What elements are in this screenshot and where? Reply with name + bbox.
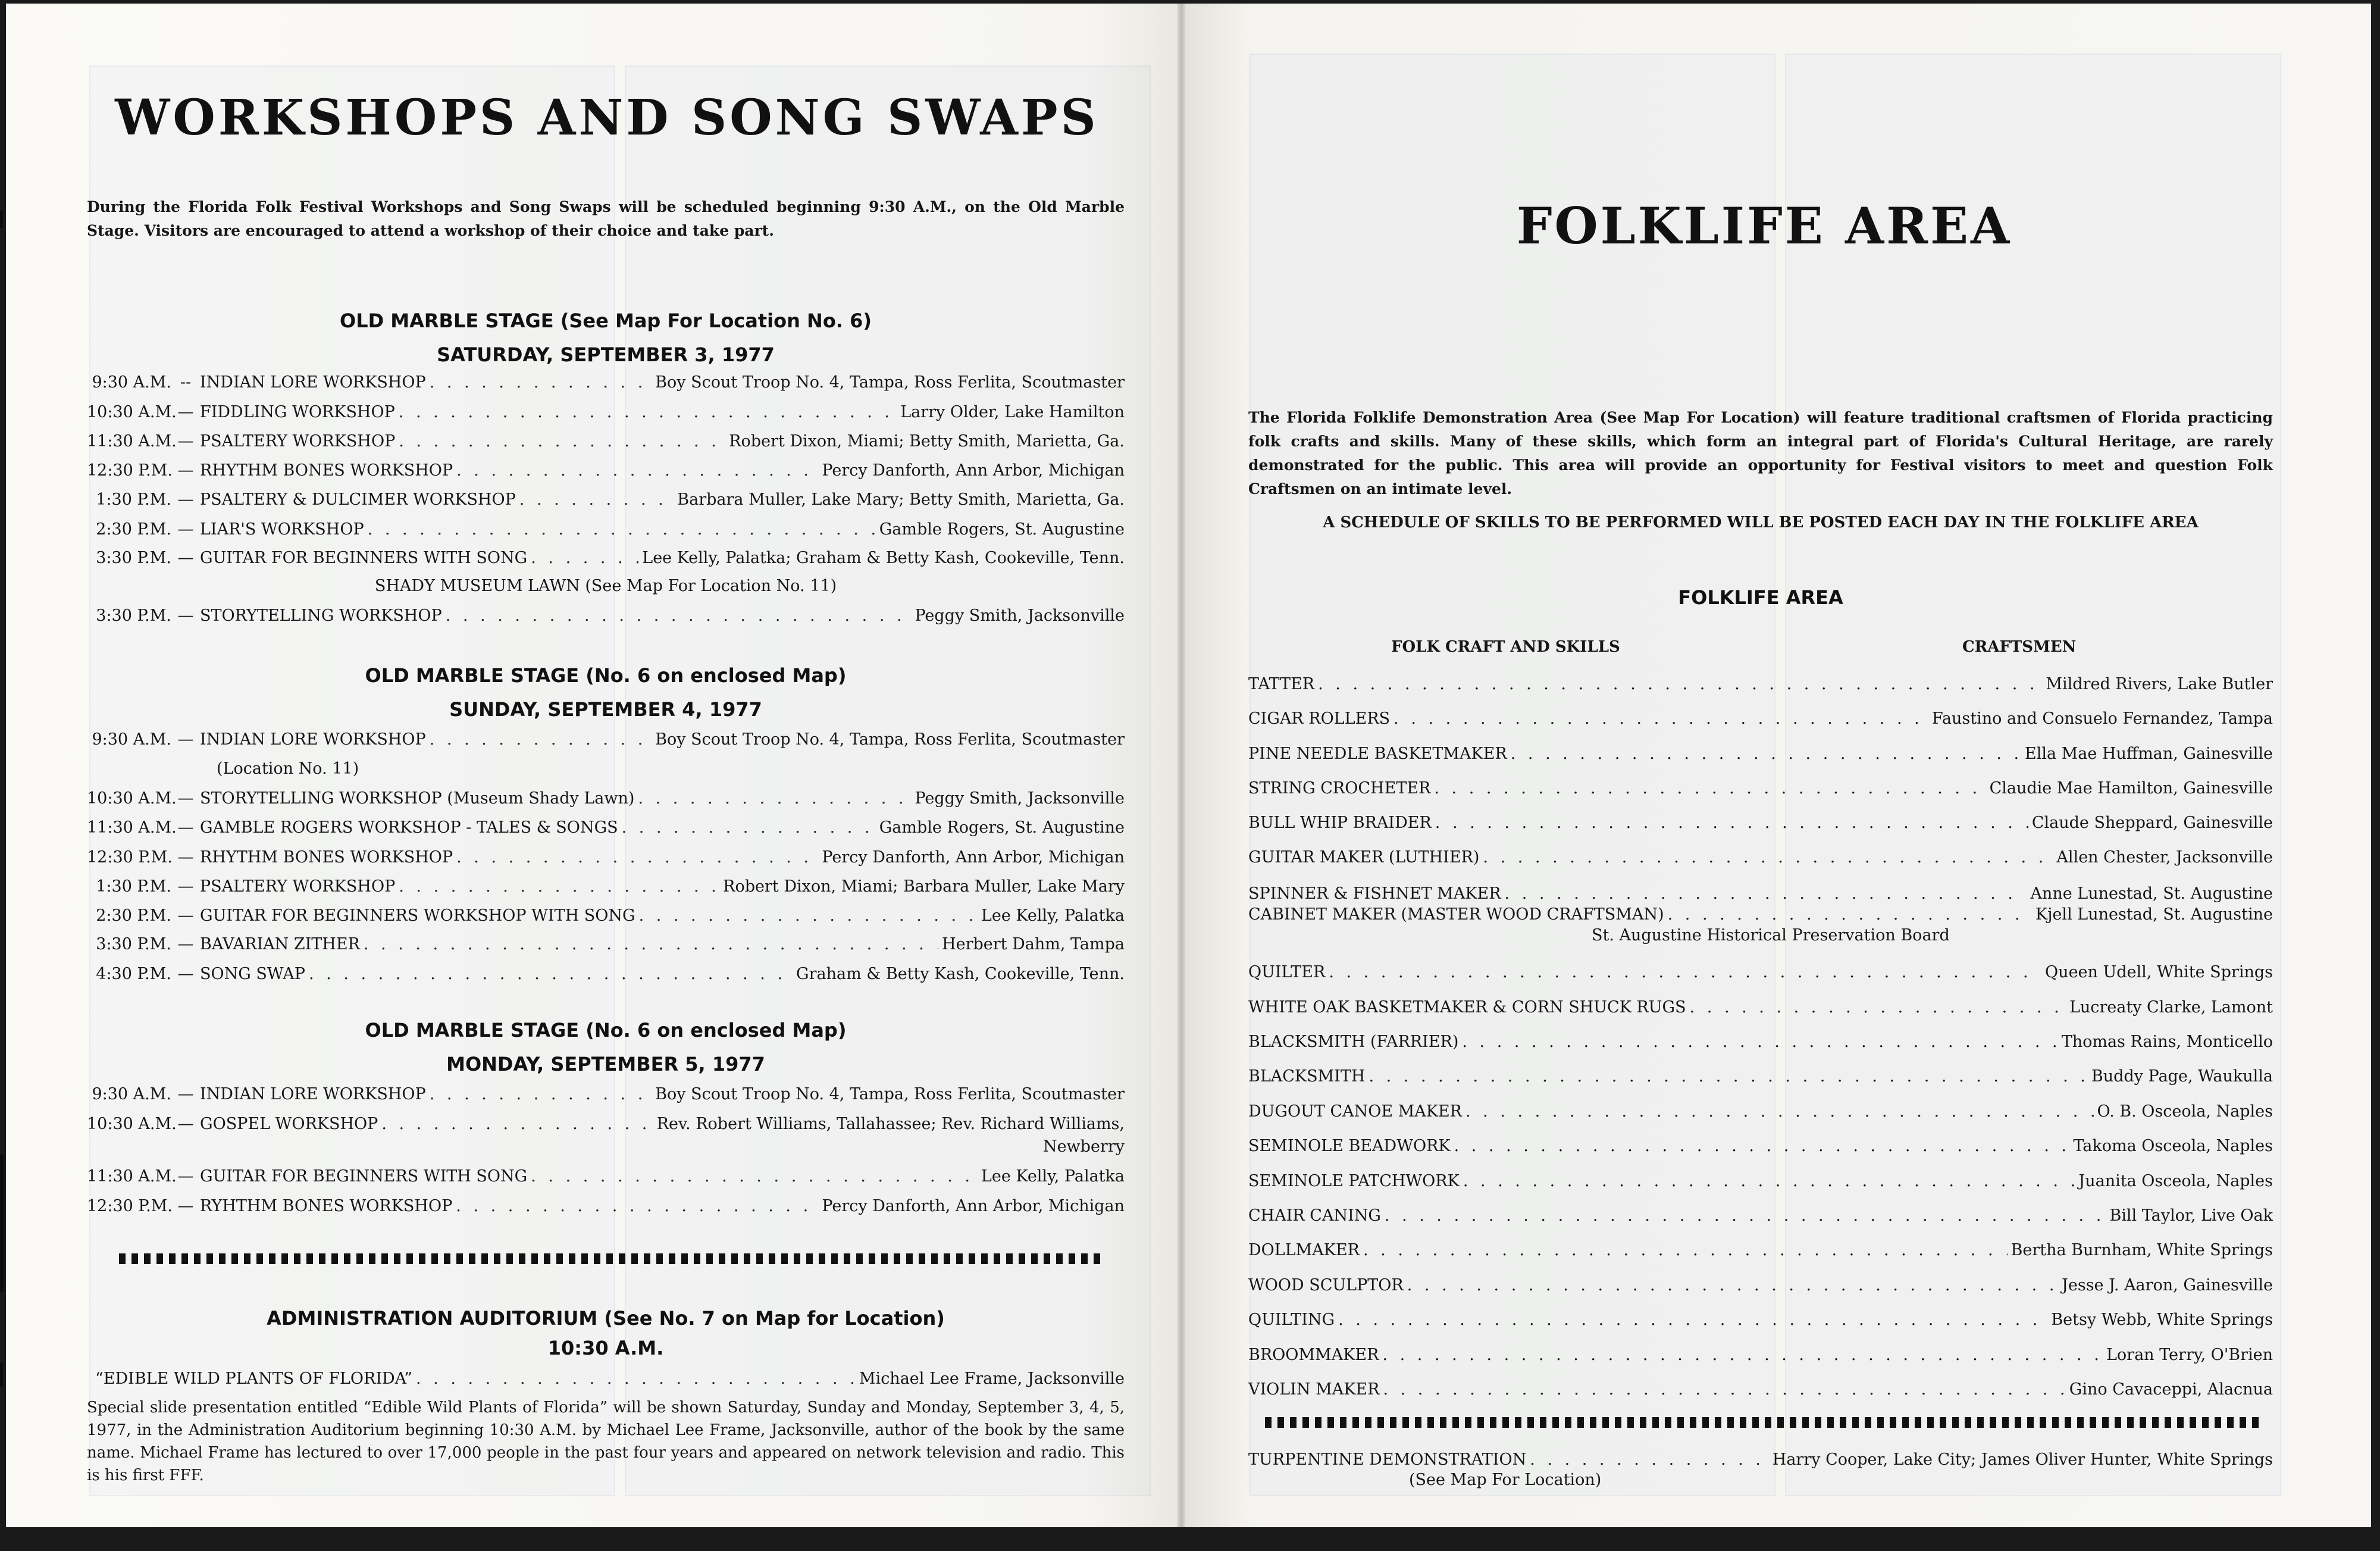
- schedule-dash: —: [177, 1197, 194, 1215]
- schedule-time: 9:30 A.M.: [92, 730, 171, 749]
- schedule-time: 4:30 P.M.: [96, 965, 171, 983]
- schedule-time: 12:30 P.M.: [87, 1197, 173, 1215]
- craftsman-name: Faustino and Consuelo Fernandez, Tampa: [1932, 709, 2273, 728]
- craft-name: TURPENTINE DEMONSTRATION: [1248, 1450, 1527, 1469]
- craft-name: TATTER: [1248, 675, 1315, 693]
- leader-dots: [364, 934, 938, 955]
- schedule-dash: —: [177, 1085, 194, 1103]
- sunday-date-heading: SUNDAY, SEPTEMBER 4, 1977: [449, 698, 762, 721]
- presenter: Michael Lee Frame, Jacksonville: [859, 1369, 1125, 1388]
- leader-dots: [519, 490, 674, 510]
- folklife-intro: The Florida Folklife Demonstration Area (See Map For Location) will feature traditional craftsmen of Florida practicing folk crafts and skills. Many of these skills, which form an integral part of Florida's Cultural Heritage, are rarely demonstrated for the public. This area will provide an opportunity for Festival visitors to meet and question Folk Craftsmen on an intimate level.: [1248, 409, 2273, 498]
- craft-name: DOLLMAKER: [1248, 1241, 1360, 1259]
- leader-dots: [639, 906, 978, 926]
- schedule-dash: —: [177, 432, 194, 451]
- folklife-row: [1248, 962, 2273, 983]
- leader-dots: [309, 964, 793, 984]
- workshop-performer: Gamble Rogers, St. Augustine: [879, 520, 1125, 539]
- schedule-row: [87, 906, 1125, 926]
- workshop-name: GAMBLE ROGERS WORKSHOP - TALES & SONGS: [200, 818, 618, 837]
- folklife-row: [1248, 1275, 2273, 1296]
- leader-dots: [1368, 1067, 2087, 1087]
- workshop-name: BAVARIAN ZITHER: [200, 935, 360, 953]
- craftsman-name: Loran Terry, O'Brien: [2106, 1346, 2273, 1364]
- craftsman-name: Harry Cooper, Lake City; James Oliver Hunter, White Springs: [1772, 1450, 2273, 1469]
- cabinet-maker-note: St. Augustine Historical Preservation Board: [1592, 926, 1950, 945]
- schedule-row: [87, 606, 1125, 626]
- leader-dots: [456, 1196, 818, 1217]
- schedule-time: 12:30 P.M.: [87, 461, 173, 480]
- leader-dots: [1434, 778, 1986, 799]
- workshop-performer: Robert Dixon, Miami; Barbara Muller, Lake Mary: [723, 877, 1125, 896]
- schedule-row: [87, 877, 1125, 897]
- schedule-time: 10:30 A.M.: [87, 789, 177, 808]
- craftsman-name: Bill Taylor, Live Oak: [2109, 1206, 2273, 1225]
- admin-description: Special slide presentation entitled “Edible Wild Plants of Florida” will be shown Saturday, Sunday and Monday, September 3, 4, 5, 1977, in the Administration Auditorium beginning 10:30 A.M. by Michael Lee Frame, Jacksonville, author of the book by the same name. Michael Frame has lectured to over 17,000 people in the past four years and appeared on network television and radio. This is his first FFF.: [87, 1399, 1125, 1484]
- leader-dots: [1690, 997, 2066, 1018]
- folklife-row: [1248, 813, 2273, 833]
- folklife-row: [1248, 1032, 2273, 1052]
- folklife-row: [1248, 997, 2273, 1018]
- spine-shadow: [1177, 4, 1185, 1527]
- workshop-name: STORYTELLING WORKSHOP: [200, 606, 442, 625]
- leader-dots: [1463, 1171, 2075, 1192]
- schedule-row: [87, 730, 1125, 750]
- schedule-row: [87, 789, 1125, 809]
- craft-name: CHAIR CANING: [1248, 1206, 1381, 1225]
- workshop-name: INDIAN LORE WORKSHOP: [200, 730, 426, 749]
- edge-mark: [0, 1155, 4, 1292]
- schedule-row: [87, 818, 1125, 838]
- leader-dots: [1385, 1206, 2106, 1226]
- schedule-time: 10:30 A.M.: [87, 403, 177, 421]
- leader-dots: [1668, 905, 2032, 925]
- leader-dots: [1505, 884, 2027, 904]
- craft-name: BROOMMAKER: [1248, 1346, 1379, 1364]
- folklife-row: [1248, 848, 2273, 868]
- schedule-time: 2:30 P.M.: [96, 520, 171, 539]
- gospel-location-cont: Newberry: [1042, 1137, 1125, 1156]
- leader-dots: [430, 373, 652, 393]
- craft-name: SEMINOLE BEADWORK: [1248, 1137, 1451, 1155]
- folklife-row: [1248, 905, 2273, 925]
- leader-dots: [456, 461, 818, 481]
- schedule-row: [87, 934, 1125, 955]
- craft-name: SPINNER & FISHNET MAKER: [1248, 884, 1501, 903]
- leader-dots: [531, 548, 638, 568]
- craftsman-name: Anne Lunestad, St. Augustine: [2030, 884, 2273, 903]
- workshop-performer: Barbara Muller, Lake Mary; Betty Smith, Marietta, Ga.: [677, 490, 1125, 509]
- presentation-name: “EDIBLE WILD PLANTS OF FLORIDA”: [95, 1369, 412, 1388]
- leader-dots: [446, 606, 912, 626]
- schedule-time: 3:30 P.M.: [96, 606, 171, 625]
- background-frame: [625, 65, 1151, 1496]
- craft-name: CABINET MAKER (MASTER WOOD CRAFTSMAN): [1248, 905, 1664, 924]
- monday-date-heading: MONDAY, SEPTEMBER 5, 1977: [446, 1053, 765, 1075]
- workshop-performer: Robert Dixon, Miami; Betty Smith, Marietta, Ga.: [729, 432, 1125, 451]
- workshop-performer: Larry Older, Lake Hamilton: [900, 403, 1125, 421]
- turpentine-note: (See Map For Location): [1409, 1471, 1602, 1489]
- craftsman-name: Allen Chester, Jacksonville: [2056, 848, 2273, 867]
- workshop-performer: Percy Danforth, Ann Arbor, Michigan: [822, 848, 1125, 867]
- schedule-row: [87, 1084, 1125, 1105]
- schedule-row: [87, 964, 1125, 984]
- leader-dots: [368, 520, 876, 540]
- schedule-dash: —: [177, 818, 194, 837]
- folklife-row: [1248, 1206, 2273, 1226]
- leader-dots: [1393, 709, 1928, 729]
- workshop-name: GUITAR FOR BEGINNERS WITH SONG: [200, 1167, 528, 1186]
- folklife-row: [1248, 1171, 2273, 1192]
- craft-name: WHITE OAK BASKETMAKER & CORN SHUCK RUGS: [1248, 998, 1686, 1017]
- schedule-time: 10:30 A.M.: [87, 1115, 177, 1133]
- workshop-performer: Boy Scout Troop No. 4, Tampa, Ross Ferlita, Scoutmaster: [655, 730, 1125, 749]
- craft-name: VIOLIN MAKER: [1248, 1380, 1380, 1399]
- leader-dots: [1530, 1450, 1769, 1470]
- workshop-name: LIAR'S WORKSHOP: [200, 520, 364, 539]
- leader-dots: [1329, 962, 2041, 983]
- schedule-dash: —: [177, 403, 194, 421]
- workshop-name: GOSPEL WORKSHOP: [200, 1115, 378, 1133]
- schedule-dash: —: [177, 789, 194, 808]
- schedule-dash: —: [177, 730, 194, 749]
- schedule-time: 11:30 A.M.: [87, 432, 177, 451]
- craftsman-name: Takoma Osceola, Naples: [2073, 1137, 2273, 1155]
- page-title-workshops: WORKSHOPS AND SONG SWAPS: [115, 89, 1099, 146]
- sunday-stage-heading: OLD MARBLE STAGE (No. 6 on enclosed Map): [365, 664, 847, 687]
- leader-dots: [1483, 848, 2053, 868]
- leader-dots: [1383, 1380, 2065, 1400]
- leader-dots: [416, 1369, 856, 1389]
- schedule-dash: —: [177, 1115, 194, 1133]
- column-head-craft: FOLK CRAFT AND SKILLS: [1391, 638, 1620, 656]
- lawn-location-note: SHADY MUSEUM LAWN (See Map For Location No. 11): [374, 577, 837, 595]
- craftsman-name: O. B. Osceola, Naples: [2097, 1102, 2273, 1121]
- leader-dots: [1511, 744, 2021, 764]
- monday-stage-heading: OLD MARBLE STAGE (No. 6 on enclosed Map): [365, 1019, 847, 1042]
- schedule-row: [87, 431, 1125, 452]
- leader-dots: [399, 877, 719, 897]
- saturday-stage-heading: OLD MARBLE STAGE (See Map For Location No. 6): [340, 309, 872, 332]
- leader-dots: [638, 789, 911, 809]
- schedule-row: [87, 490, 1125, 510]
- workshop-performer: Lee Kelly, Palatka; Graham & Betty Kash, Cookeville, Tenn.: [642, 549, 1125, 567]
- craftsman-name: Queen Udell, White Springs: [2045, 963, 2273, 981]
- folklife-row: [1248, 709, 2273, 729]
- workshop-name: GUITAR FOR BEGINNERS WITH SONG: [200, 549, 528, 567]
- schedule-dash: —: [177, 848, 194, 867]
- schedule-time: 12:30 P.M.: [87, 848, 173, 867]
- craft-name: BULL WHIP BRAIDER: [1248, 814, 1432, 832]
- workshop-performer: Gamble Rogers, St. Augustine: [879, 818, 1125, 837]
- leader-dots: [1465, 1102, 2094, 1122]
- schedule-row: [87, 848, 1125, 868]
- edge-mark: [0, 211, 3, 228]
- schedule-row: [87, 1196, 1125, 1217]
- leader-dots: [381, 1114, 653, 1134]
- folklife-row: [1248, 884, 2273, 904]
- admin-heading: ADMINISTRATION AUDITORIUM (See No. 7 on Map for Location): [267, 1307, 945, 1330]
- workshop-name: PSALTERY & DULCIMER WORKSHOP: [200, 490, 516, 509]
- workshop-performer: Percy Danforth, Ann Arbor, Michigan: [822, 1197, 1125, 1215]
- craft-name: STRING CROCHETER: [1248, 779, 1431, 798]
- workshop-name: STORYTELLING WORKSHOP (Museum Shady Lawn): [200, 789, 635, 808]
- schedule-dash: —: [177, 965, 194, 983]
- craftsman-name: Thomas Rains, Monticello: [2061, 1033, 2273, 1051]
- folklife-row: [1248, 1136, 2273, 1156]
- leader-dots: [1338, 1310, 2047, 1330]
- section-divider: [119, 1253, 1101, 1264]
- page-title-folklife: FOLKLIFE AREA: [1516, 196, 2012, 255]
- craftsman-name: Betsy Webb, White Springs: [2051, 1311, 2273, 1329]
- location-note: (Location No. 11): [217, 759, 359, 778]
- schedule-time: 9:30 A.M.: [92, 373, 171, 392]
- schedule-row: [87, 461, 1125, 481]
- workshop-performer: Lee Kelly, Palatka: [981, 1167, 1125, 1186]
- craft-name: CIGAR ROLLERS: [1248, 709, 1391, 728]
- schedule-dash: —: [177, 935, 194, 953]
- folklife-row: [1248, 1240, 2273, 1261]
- folklife-row: [1248, 1345, 2273, 1365]
- schedule-row: [87, 402, 1125, 423]
- schedule-time: 3:30 P.M.: [96, 549, 171, 567]
- schedule-time: 9:30 A.M.: [92, 1085, 171, 1103]
- leader-dots: [622, 818, 876, 838]
- schedule-row: [87, 548, 1125, 568]
- workshop-name: RYHTHM BONES WORKSHOP: [200, 1197, 453, 1215]
- craftsman-name: Gino Cavaceppi, Alacnua: [2069, 1380, 2273, 1399]
- craftsman-name: Claude Sheppard, Gainesville: [2031, 814, 2273, 832]
- workshop-name: INDIAN LORE WORKSHOP: [200, 1085, 426, 1103]
- workshop-name: PSALTERY WORKSHOP: [200, 432, 396, 451]
- workshop-performer: Boy Scout Troop No. 4, Tampa, Ross Ferlita, Scoutmaster: [655, 373, 1125, 392]
- leader-dots: [1407, 1275, 2058, 1296]
- craftsman-name: Juanita Osceola, Naples: [2078, 1172, 2273, 1190]
- folklife-row: [1248, 674, 2273, 695]
- schedule-time: 11:30 A.M.: [87, 818, 177, 837]
- leader-dots: [531, 1167, 978, 1187]
- schedule-row: [87, 1167, 1125, 1187]
- workshops-intro: During the Florida Folk Festival Workshops and Song Swaps will be scheduled beginning 9:30 A.M., on the Old Marble Stage. Visitors are encouraged to attend a workshop of their choice and take part.: [87, 198, 1125, 239]
- leader-dots: [1462, 1032, 2058, 1052]
- background-frame: [89, 65, 615, 1496]
- schedule-row: [87, 373, 1125, 393]
- craft-name: BLACKSMITH: [1248, 1067, 1366, 1086]
- workshop-name: SONG SWAP: [200, 965, 305, 983]
- craftsman-name: Ella Mae Huffman, Gainesville: [2025, 745, 2273, 763]
- schedule-row: [87, 520, 1125, 540]
- craft-name: BLACKSMITH (FARRIER): [1248, 1033, 1459, 1051]
- schedule-dash: —: [177, 906, 194, 925]
- craft-name: SEMINOLE PATCHWORK: [1248, 1172, 1460, 1190]
- leader-dots: [1318, 674, 2042, 695]
- schedule-dash: —: [177, 877, 194, 896]
- schedule-dash: —: [177, 606, 194, 625]
- leader-dots: [1382, 1345, 2103, 1365]
- leader-dots: [399, 431, 725, 452]
- admin-row: [95, 1369, 1125, 1389]
- craftsman-name: Lucreaty Clarke, Lamont: [2069, 998, 2273, 1017]
- leader-dots: [430, 1084, 652, 1105]
- craft-name: QUILTING: [1248, 1311, 1335, 1329]
- schedule-dash: --: [180, 373, 192, 392]
- workshop-performer: Boy Scout Troop No. 4, Tampa, Ross Ferlita, Scoutmaster: [655, 1085, 1125, 1103]
- craft-name: QUILTER: [1248, 963, 1326, 981]
- workshop-name: GUITAR FOR BEGINNERS WORKSHOP WITH SONG: [200, 906, 635, 925]
- folklife-row: [1248, 1380, 2273, 1400]
- leader-dots: [456, 848, 818, 868]
- leader-dots: [399, 402, 897, 423]
- workshop-performer: Lee Kelly, Palatka: [981, 906, 1125, 925]
- craft-name: DUGOUT CANOE MAKER: [1248, 1102, 1463, 1121]
- edge-mark: [0, 1363, 3, 1387]
- leader-dots: [1435, 813, 2028, 833]
- schedule-time: 3:30 P.M.: [96, 935, 171, 953]
- workshop-name: PSALTERY WORKSHOP: [200, 877, 396, 896]
- column-head-craftsmen: CRAFTSMEN: [1962, 638, 2077, 656]
- craftsman-name: Bertha Burnham, White Springs: [2011, 1241, 2273, 1259]
- leader-dots: [430, 730, 652, 750]
- folklife-row: [1248, 1310, 2273, 1330]
- craftsman-name: Kjell Lunestad, St. Augustine: [2035, 905, 2273, 924]
- craftsman-name: Buddy Page, Waukulla: [2091, 1067, 2273, 1086]
- craft-name: PINE NEEDLE BASKETMAKER: [1248, 745, 1507, 763]
- folklife-row: [1248, 1067, 2273, 1087]
- schedule-row: [87, 1114, 1125, 1134]
- workshop-name: INDIAN LORE WORKSHOP: [200, 373, 426, 392]
- craftsman-name: Claudie Mae Hamilton, Gainesville: [1989, 779, 2273, 798]
- leader-dots: [1454, 1136, 2070, 1156]
- schedule-time: 2:30 P.M.: [96, 906, 171, 925]
- folklife-row: [1248, 778, 2273, 799]
- schedule-time: 1:30 P.M.: [96, 877, 171, 896]
- workshop-name: FIDDLING WORKSHOP: [200, 403, 395, 421]
- workshop-performer: Peggy Smith, Jacksonville: [915, 606, 1125, 625]
- workshop-performer: Herbert Dahm, Tampa: [942, 935, 1125, 953]
- schedule-dash: —: [177, 1167, 194, 1186]
- craftsman-name: Jesse J. Aaron, Gainesville: [2062, 1276, 2273, 1294]
- workshop-performer: Percy Danforth, Ann Arbor, Michigan: [822, 461, 1125, 480]
- craft-name: GUITAR MAKER (LUTHIER): [1248, 848, 1480, 867]
- workshop-name: RHYTHM BONES WORKSHOP: [200, 461, 453, 480]
- schedule-time: 11:30 A.M.: [87, 1167, 177, 1186]
- workshop-performer: Rev. Robert Williams, Tallahassee; Rev. Richard Williams,: [656, 1115, 1125, 1133]
- schedule-dash: —: [177, 490, 194, 509]
- craft-name: WOOD SCULPTOR: [1248, 1276, 1404, 1294]
- schedule-dash: —: [177, 520, 194, 539]
- craftsman-name: Mildred Rivers, Lake Butler: [2046, 675, 2273, 693]
- schedule-time: 1:30 P.M.: [96, 490, 171, 509]
- schedule-dash: —: [177, 461, 194, 480]
- folklife-row: [1248, 1102, 2273, 1122]
- folklife-row: [1248, 744, 2273, 764]
- workshop-performer: Graham & Betty Kash, Cookeville, Tenn.: [796, 965, 1125, 983]
- section-divider: [1265, 1417, 2259, 1428]
- workshop-performer: Peggy Smith, Jacksonville: [915, 789, 1125, 808]
- leader-dots: [1363, 1240, 2008, 1261]
- schedule-dash: —: [177, 549, 194, 567]
- saturday-date-heading: SATURDAY, SEPTEMBER 3, 1977: [437, 343, 775, 366]
- workshop-name: RHYTHM BONES WORKSHOP: [200, 848, 453, 867]
- folklife-subheading: FOLKLIFE AREA: [1678, 586, 1843, 609]
- turpentine-row: [1248, 1450, 2273, 1470]
- admin-time: 10:30 A.M.: [547, 1337, 664, 1359]
- schedule-note: A SCHEDULE OF SKILLS TO BE PERFORMED WILL BE POSTED EACH DAY IN THE FOLKLIFE AREA: [1323, 514, 2199, 531]
